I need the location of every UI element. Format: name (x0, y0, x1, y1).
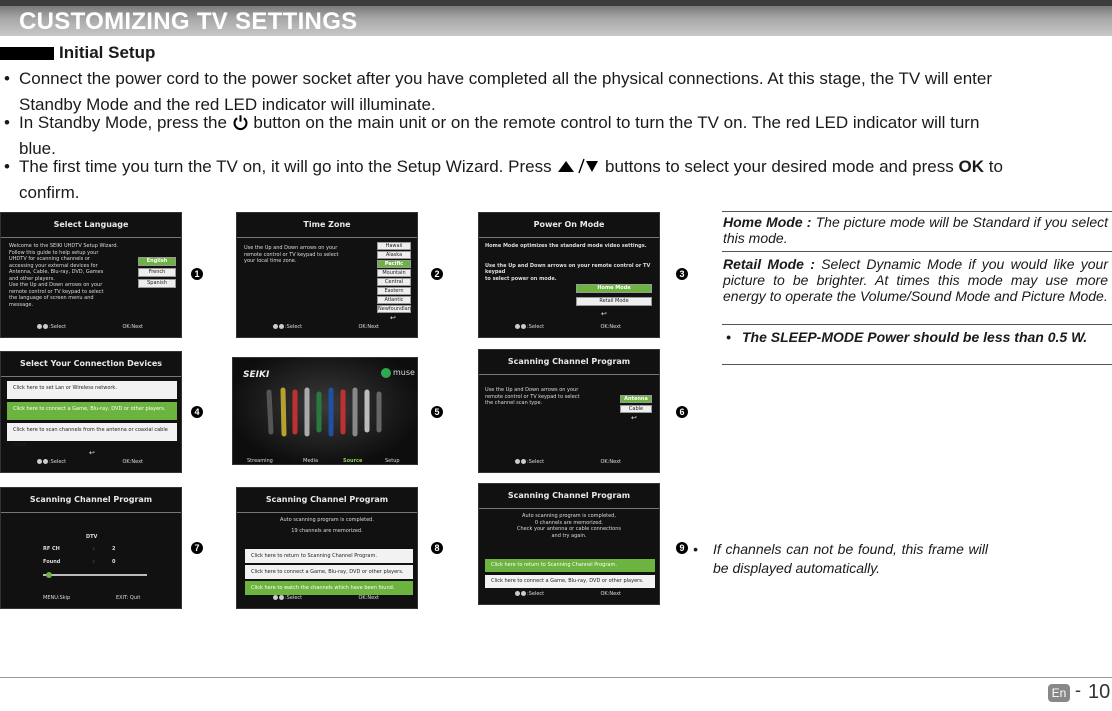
screen-text (237, 517, 417, 534)
text-line: UHDTV for scanning channels or (9, 256, 90, 262)
bullet-3-line-2: confirm. (19, 183, 80, 202)
select-hint (515, 591, 544, 597)
bullet-3 (19, 154, 1109, 206)
back-icon[interactable]: ↩ (631, 414, 637, 422)
found-value: 0 (112, 559, 116, 565)
select-hint (37, 324, 66, 330)
screen-title: Select Language (1, 213, 181, 238)
text-line: remote control or TV keypad to select (244, 251, 339, 258)
ok-key: OK (958, 157, 984, 176)
screen-text (485, 243, 655, 282)
bullet-1-line-2: Standby Mode and the red LED indicator will illuminate. (19, 95, 436, 114)
select-label: :Select (285, 324, 303, 330)
bullet-3-to: to (988, 157, 1003, 176)
retail-mode-note (723, 256, 1108, 304)
text-line: and try again. (551, 532, 587, 539)
screen-title: Scanning Channel Program (1, 488, 181, 513)
text-line: Home Mode optimizes the standard mode video settings. (485, 243, 647, 249)
power-icon (232, 114, 249, 131)
screen-text (485, 387, 595, 407)
screen-home-menu (232, 357, 418, 465)
tab-media[interactable]: Media (303, 458, 319, 464)
screen-scan-progress (0, 487, 182, 609)
text-line: remote control or TV keypad to select (485, 393, 580, 400)
step-number-8: 8 (431, 542, 443, 554)
select-hint (37, 459, 66, 465)
bullet-2-line-2: blue. (19, 139, 56, 158)
nav-key-icon (521, 459, 526, 464)
screen-title: Scanning Channel Program (479, 350, 659, 375)
note-rule (722, 324, 1112, 325)
screen-title: Power On Mode (479, 213, 659, 238)
bullet-dot: • (4, 69, 10, 88)
section-title: Initial Setup (59, 43, 156, 62)
language-badge: En (1048, 684, 1070, 702)
nav-key-icon (37, 459, 42, 464)
colon: : (93, 546, 95, 552)
screen-footer (237, 324, 417, 334)
text-line: Auto scanning program is completed. (280, 517, 374, 523)
option-hawaii[interactable]: Hawaii (377, 242, 411, 250)
bullet-3-before: The first time you turn the TV on, it will go into the Setup Wizard. Press (19, 157, 552, 176)
nav-key-icon (273, 595, 278, 600)
next-hint: OK:Next (122, 459, 143, 465)
screen-footer (479, 324, 659, 334)
footer-rule (0, 677, 1112, 678)
screen-no-channels (478, 483, 660, 605)
muse-logo-icon (381, 368, 391, 378)
select-label: :Select (49, 324, 67, 330)
option-central[interactable]: Central (377, 278, 411, 286)
section-marker (0, 47, 54, 60)
screen-scan-completed (236, 487, 418, 609)
screen-time-zone (236, 212, 418, 338)
nine-bullet: • (693, 541, 698, 557)
step-number-7: 7 (191, 542, 203, 554)
text-line: remote control or TV keypad to select (9, 288, 104, 295)
option-cable[interactable]: Cable (620, 405, 652, 413)
nav-key-icon (279, 595, 284, 600)
sleep-note (726, 329, 1108, 345)
nav-key-icon (515, 459, 520, 464)
row-players[interactable]: Click here to connect a Game, Blu-ray, DVD or other players. (7, 402, 177, 420)
text-line: Use the Up and Down arrows on your (485, 387, 579, 393)
page-title: CUSTOMIZING TV SETTINGS (19, 8, 358, 35)
screen-footer (237, 595, 417, 605)
text-line: the language of screen menu and (9, 295, 94, 301)
bullet-3-after: buttons to select your desired mode and press (605, 157, 954, 176)
option-alaska[interactable]: Alaska (377, 251, 411, 259)
row-watch-channels[interactable]: Click here to watch the channels which have been found. (245, 581, 413, 595)
bullet-1-line-1: Connect the power cord to the power socket after you have completed all the physical connections. At this stage, the TV will enter (19, 69, 993, 88)
next-hint: OK:Next (358, 595, 379, 601)
row-return-scan[interactable]: Click here to return to Scanning Channel Program. (485, 559, 655, 572)
menu-skip-hint: MENU:Skip (43, 595, 71, 601)
step-number-6: 6 (676, 406, 688, 418)
back-icon[interactable]: ↩ (601, 310, 607, 318)
select-label: :Select (285, 595, 303, 601)
row-players[interactable]: Click here to connect a Game, Blu-ray, DVD or other players. (245, 565, 413, 579)
select-label: :Select (527, 459, 545, 465)
sleep-bullet: • (726, 329, 731, 345)
screen-title: Select Your Connection Devices (1, 352, 181, 377)
screen-footer (1, 324, 181, 334)
step-number-2: 2 (431, 268, 443, 280)
nav-key-icon (279, 324, 284, 329)
text-line: 0 channels are memorized. (534, 519, 604, 526)
screen-footer (479, 459, 659, 469)
text-line: the channel scan type. (485, 400, 543, 406)
screen-select-language (0, 212, 182, 338)
tab-setup[interactable]: Setup (385, 458, 400, 464)
scan-progress-bar (43, 574, 147, 576)
text-line: Check your antenna or cable connections (517, 526, 621, 532)
row-network[interactable]: Click here to set Lan or Wireless network. (7, 381, 177, 399)
text-line: Auto scanning program is completed, (522, 513, 616, 519)
option-french[interactable]: French (138, 268, 176, 277)
screen-scan-type (478, 349, 660, 473)
row-return-scan[interactable]: Click here to return to Scanning Channel Program. (245, 549, 413, 563)
home-mode-note (723, 214, 1108, 246)
retail-mode-label: Retail Mode : (723, 256, 815, 272)
muse-logo-text: muse (393, 368, 415, 377)
screen-power-on-mode (478, 212, 660, 338)
retail-mode-text: Select Dynamic Mode if you would like your picture to be brighter. At times this mode may use more energy to operate the Volume/Sound Mode and Picture Mode. (723, 256, 1109, 304)
row-players[interactable]: Click here to connect a Game, Blu-ray, DVD or other players. (485, 575, 655, 588)
option-newfoundland[interactable]: Newfoundland (378, 306, 415, 312)
nav-key-icon (521, 324, 526, 329)
scan-progress-knob (46, 572, 52, 578)
option-home-mode[interactable]: Home Mode (576, 284, 652, 293)
screen-connection-devices (0, 351, 182, 473)
option-eastern[interactable]: Eastern (377, 287, 411, 295)
nav-key-icon (521, 591, 526, 596)
select-label: :Select (49, 459, 67, 465)
next-hint: OK:Next (122, 324, 143, 330)
next-hint: OK:Next (600, 459, 621, 465)
text-line: Use the Up and Down arrows on your remote control or TV keypad (485, 262, 651, 275)
screen-title: Scanning Channel Program (237, 488, 417, 513)
next-hint: OK:Next (358, 324, 379, 330)
next-hint: OK:Next (600, 591, 621, 597)
screen-title: Scanning Channel Program (479, 484, 659, 509)
option-retail-mode[interactable]: Retail Mode (576, 297, 652, 306)
select-hint (273, 595, 302, 601)
text-line: Use the Up and Down arrows on your (244, 245, 338, 251)
step-number-9: 9 (676, 542, 688, 554)
text-line: and other players. (9, 275, 55, 282)
home-mode-text: The picture mode will be Standard if you select this mode. (723, 214, 1109, 246)
select-label: :Select (527, 324, 545, 330)
option-english[interactable]: English (138, 257, 176, 266)
up-down-arrows-icon (556, 158, 600, 174)
bullet-2-before: In Standby Mode, press the (19, 113, 227, 132)
nav-key-icon (273, 324, 278, 329)
seiki-logo: SEIKI (243, 370, 270, 380)
text-line: your local time zone. (244, 258, 297, 264)
bullet-dot: • (4, 157, 10, 176)
screen-text (244, 245, 369, 265)
bullet-2-after: button on the main unit or on the remote control to turn the TV on. The red LED indicator will turn (253, 113, 980, 132)
scan-mode: DTV (86, 534, 98, 540)
text-line: Follow this guide to help setup your (9, 249, 99, 256)
nav-key-icon (43, 459, 48, 464)
option-mountain[interactable]: Mountain (377, 269, 411, 277)
page-dash: - (1075, 680, 1081, 700)
option-pacific[interactable]: Pacific (377, 260, 411, 268)
select-hint (515, 459, 544, 465)
text-line: 19 channels are memorized. (291, 527, 363, 534)
step-number-3: 3 (676, 268, 688, 280)
screen-text (9, 243, 119, 308)
page-number: 10 (1088, 681, 1111, 703)
tab-source[interactable]: Source (343, 458, 363, 464)
text-line: Antenna, Cable, Blu-ray, DVD, Games (9, 269, 104, 275)
text-line: Use the Up and Down arrows on your (9, 282, 103, 288)
note-rule (722, 364, 1112, 365)
option-spanish[interactable]: Spanish (138, 279, 176, 288)
nav-key-icon (515, 591, 520, 596)
step-number-5: 5 (431, 406, 443, 418)
nav-key-icon (43, 324, 48, 329)
text-line: message. (9, 301, 34, 308)
found-label: Found (43, 559, 61, 565)
nav-key-icon (515, 324, 520, 329)
screen-title: Time Zone (237, 213, 417, 238)
cable-connectors-graphic (251, 384, 401, 440)
option-antenna[interactable]: Antenna (620, 395, 652, 403)
text-line: Welcome to the SEIKI UHDTV Setup Wizard. (9, 243, 119, 249)
screen-footer (1, 595, 181, 605)
row-scan-channels[interactable]: Click here to scan channels from the antenna or coaxial cable input. (7, 423, 177, 441)
exit-quit-hint: EXIT: Quit (116, 595, 141, 601)
note-rule (722, 251, 1112, 252)
home-mode-label: Home Mode : (723, 214, 812, 230)
option-atlantic[interactable]: Atlantic (377, 296, 411, 304)
select-hint (515, 324, 544, 330)
sleep-note-text: The SLEEP-MODE Power should be less than 0.5 W. (742, 329, 1088, 345)
screen-footer (1, 459, 181, 469)
rf-ch-value: 2 (112, 546, 116, 552)
nine-note-text: If channels can not be found, this frame will be displayed automatically. (713, 541, 988, 576)
step-number-4: 4 (191, 406, 203, 418)
select-label: :Select (527, 591, 545, 597)
nav-key-icon (37, 324, 42, 329)
bullet-dot: • (4, 113, 10, 132)
select-hint (273, 324, 302, 330)
note-rule (722, 211, 1112, 212)
back-icon[interactable]: ↩ (390, 314, 396, 322)
tab-streaming[interactable]: Streaming (247, 458, 273, 464)
next-hint: OK:Next (600, 324, 621, 330)
screen-footer (479, 591, 659, 601)
colon: : (93, 559, 95, 565)
screen-text (479, 513, 659, 539)
text-line: accessing your external devices for (9, 262, 98, 269)
rf-ch-label: RF CH (43, 546, 60, 552)
text-line: to select power on mode. (485, 275, 557, 282)
step-number-1: 1 (191, 268, 203, 280)
spacer (485, 250, 655, 263)
back-icon[interactable]: ↩ (89, 449, 95, 457)
nine-note (693, 540, 988, 578)
